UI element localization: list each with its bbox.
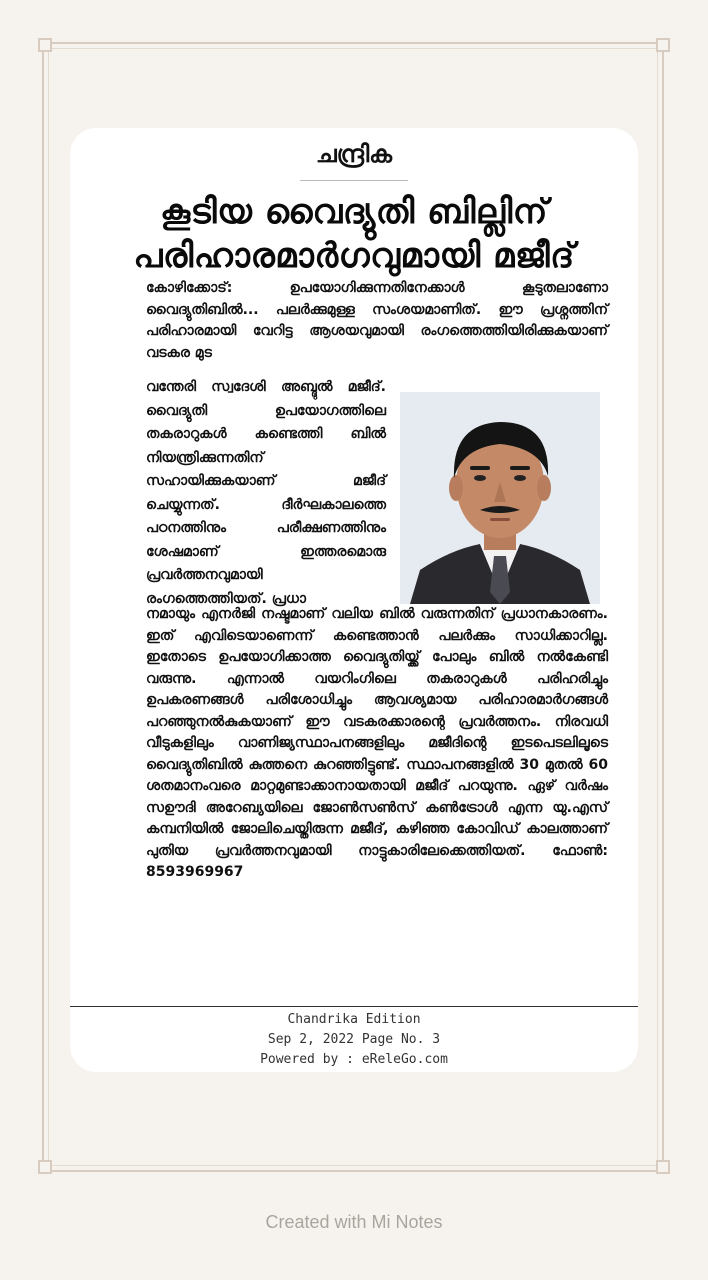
article-paragraph-bottom: നമായും എനർജി നഷ്ടമാണ് വലിയ ബിൽ വരുന്നതിന് പ്രധാനകാരണം. ഇത് എവിടെയാണെന്ന് കണ്ടെത്താൻ പലർക്കും സാധിക്കാറില്ല. ഇതോടെ ഉപയോഗിക്കാത്ത വൈദ്യുതിയ്ക്ക് പോലും ബിൽ നൽകേണ്ടി വരുന്നു. എന്നാൽ വയറിംഗിലെ തകരാറുകൾ പരിഹരിച്ചും ഉപകരണങ്ങൾ പരിശോധിച്ചും ആവശ്യമായ പരിഹാരമാർഗങ്ങൾ പറഞ്ഞുനൽകുകയാണ് ഈ വടകരക്കാരന്റെ പ്രവർത്തനം. നിരവധി വീടുകളിലും വാണിജ്യസ്ഥാപനങ്ങളിലും മജീദിന്റെ ഇടപെടലിലൂടെ വൈദ്യുതിബിൽ കുത്തനെ കുറഞ്ഞിട്ടുണ്ട്. സ്ഥാപനങ്ങളിൽ 30 മുതൽ 60 ശതമാനംവരെ മാറ്റമുണ്ടാക്കാനായതായി മജീദ് പറയുന്നു. ഏഴ് വർഷം സഊദി അറേബ്യയിലെ ജോൺസൺസ് കൺട്രോൾ എന്ന യു.എസ് കമ്പനിയിൽ ജോലിചെയ്തിരുന്ന മജീദ്, കഴിഞ്ഞ കോവിഡ് കാലത്താണ് പുതിയ പ്രവർത്തനവുമായി നാട്ടുകാരിലേക്കെത്തിയത്. ഫോൺ: 8593969967 [146,606,608,880]
frame-corner-ornament [656,38,670,52]
edition-name: Chandrika Edition [287,1012,421,1027]
newspaper-masthead: ചന്ദ്രിക [315,140,393,168]
footer-divider [70,1006,638,1007]
headline-line-2: പരിഹാരമാർഗവുമായി മജീദ് [133,236,575,276]
masthead-divider [300,180,408,181]
portrait-photo [400,392,600,604]
article-headline [100,190,608,278]
created-with-watermark: Created with Mi Notes [265,1212,443,1232]
portrait-illustration [400,392,600,604]
frame-corner-ornament [38,38,52,52]
edition-footer [70,1010,638,1070]
frame-corner-ornament [38,1160,52,1174]
article-paragraph-beside-photo: വന്തേരി സ്വദേശി അബ്ദുൽ മജീദ്. വൈദ്യുതി ഉപയോഗത്തിലെ തകരാറുകൾ കണ്ടെത്തി ബിൽ നിയന്ത്രിക്കുന്നതിന് സഹായിക്കുകയാണ് മജീദ് ചെയ്യുന്നത്. ദീർഘകാലത്തെ പഠനത്തിനും പരീക്ഷണത്തിനും ശേഷമാണ് ഇത്തരമൊരു പ്രവർത്തനവുമായി രംഗത്തെത്തിയത്. പ്രധാ [146,379,386,607]
frame-corner-ornament [656,1160,670,1174]
headline-line-1: കൂടിയ വൈദ്യുതി ബില്ലിന് [160,192,548,232]
news-clipping-card[interactable] [70,128,638,1072]
powered-by-text: Powered by : eReleGo.com [260,1052,448,1067]
article-paragraph-top: കോഴിക്കോട്: ഉപയോഗിക്കുന്നതിനേക്കാൾ കൂടുതലാണോ വൈദ്യുതിബിൽ... പലർക്കുമുള്ള സംശയമാണിത്. ഈ പ്രശ്നത്തിന് പരിഹാരമായി വേറിട്ട ആശയവുമായി രംഗത്തെത്തിയിരിക്കുകയാണ് വടകര മുട [146,280,608,361]
edition-date-page: Sep 2, 2022 Page No. 3 [267,1032,441,1047]
